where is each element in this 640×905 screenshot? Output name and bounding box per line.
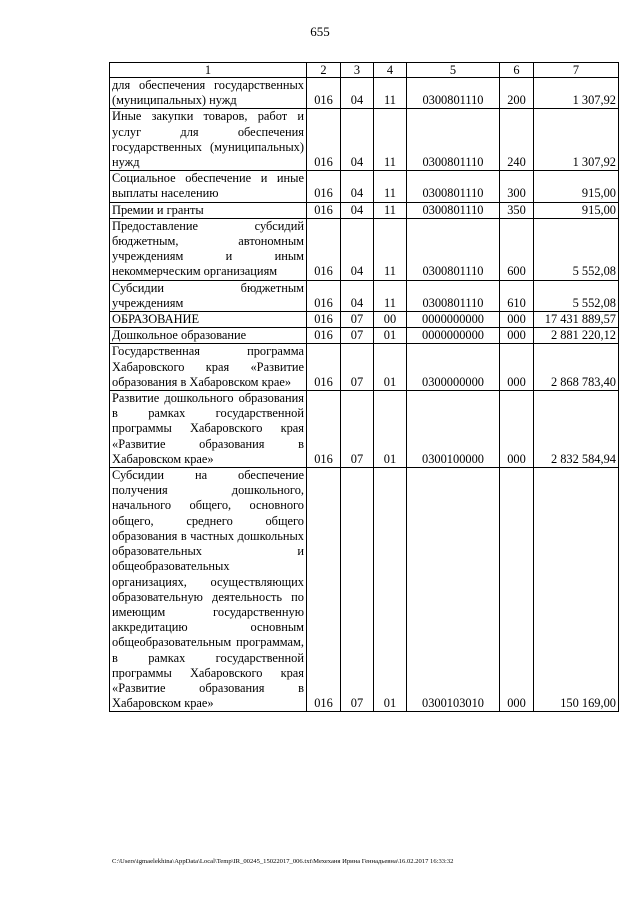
row-csr: 0300801110 — [407, 218, 500, 280]
row-csr: 0300100000 — [407, 391, 500, 468]
row-gr: 016 — [307, 78, 341, 109]
row-name: Субсидии бюджетным учреждениям — [110, 280, 307, 311]
row-name: Субсидии на обеспечение получения дошкольного, начального общего, основного общего, среднего общего образования в частных дошкольных образовательных и общеобразовательных организациях, осуществляющих образовательную деятельность по имеющим государственную аккредитацию основным общеобразовательным программам, в рамках государственной программы Хабаровского края «Развитие образования в Хабаровском крае» — [110, 468, 307, 712]
row-name: Развитие дошкольного образования в рамках государственной программы Хабаровского края «Развитие образования в Хабаровском крае» — [110, 391, 307, 468]
row-name: для обеспечения государственных (муниципальных) нужд — [110, 78, 307, 109]
row-sum: 2 832 584,94 — [534, 391, 619, 468]
row-gr: 016 — [307, 109, 341, 171]
table-row — [110, 78, 619, 109]
row-gr: 016 — [307, 280, 341, 311]
row-pr: 11 — [374, 171, 407, 202]
table-row — [110, 171, 619, 202]
row-gr: 016 — [307, 328, 341, 344]
row-vr: 000 — [500, 328, 534, 344]
row-name: Премии и гранты — [110, 202, 307, 218]
row-name: Дошкольное образование — [110, 328, 307, 344]
table-row — [110, 202, 619, 218]
row-name: Социальное обеспечение и иные выплаты населению — [110, 171, 307, 202]
row-sum: 5 552,08 — [534, 218, 619, 280]
row-csr: 0300801110 — [407, 171, 500, 202]
header-col-5: 5 — [407, 63, 500, 78]
row-vr: 300 — [500, 171, 534, 202]
table-row — [110, 312, 619, 328]
row-rz: 04 — [341, 109, 374, 171]
row-rz: 07 — [341, 328, 374, 344]
row-pr: 01 — [374, 391, 407, 468]
row-vr: 000 — [500, 344, 534, 391]
file-path-footer: C:\Users\igmaelekhina\AppData\Local\Temp\IR_00245_15022017_006.txt\Мехеханя Ирина Геннадьевна\16.02.2017 16:33:32 — [112, 858, 454, 865]
row-rz: 04 — [341, 202, 374, 218]
row-csr: 0300103010 — [407, 468, 500, 712]
row-name: ОБРАЗОВАНИЕ — [110, 312, 307, 328]
row-sum: 2 868 783,40 — [534, 344, 619, 391]
table-row — [110, 468, 619, 712]
row-vr: 000 — [500, 312, 534, 328]
header-col-7: 7 — [534, 63, 619, 78]
row-gr: 016 — [307, 344, 341, 391]
row-name: Иные закупки товаров, работ и услуг для обеспечения государственных (муниципальных) нужд — [110, 109, 307, 171]
row-sum: 1 307,92 — [534, 109, 619, 171]
row-name: Государственная программа Хабаровского края «Развитие образования в Хабаровском крае» — [110, 344, 307, 391]
row-rz: 04 — [341, 78, 374, 109]
page-number: 655 — [310, 24, 330, 39]
header-row — [110, 63, 619, 78]
row-csr: 0300000000 — [407, 344, 500, 391]
row-csr: 0300801110 — [407, 109, 500, 171]
row-vr: 610 — [500, 280, 534, 311]
row-sum: 915,00 — [534, 171, 619, 202]
row-pr: 11 — [374, 202, 407, 218]
table-row — [110, 109, 619, 171]
table-row — [110, 280, 619, 311]
budget-table — [109, 62, 619, 712]
header-col-2: 2 — [307, 63, 341, 78]
row-rz: 04 — [341, 218, 374, 280]
row-csr: 0000000000 — [407, 328, 500, 344]
row-sum: 1 307,92 — [534, 78, 619, 109]
row-sum: 150 169,00 — [534, 468, 619, 712]
row-pr: 00 — [374, 312, 407, 328]
row-vr: 240 — [500, 109, 534, 171]
row-pr: 01 — [374, 344, 407, 391]
row-pr: 01 — [374, 328, 407, 344]
header-col-3: 3 — [341, 63, 374, 78]
row-sum: 17 431 889,57 — [534, 312, 619, 328]
row-vr: 000 — [500, 468, 534, 712]
row-gr: 016 — [307, 218, 341, 280]
row-csr: 0300801110 — [407, 202, 500, 218]
row-rz: 07 — [341, 391, 374, 468]
row-csr: 0300801110 — [407, 280, 500, 311]
header-col-1: 1 — [110, 63, 307, 78]
row-sum: 5 552,08 — [534, 280, 619, 311]
header-col-4: 4 — [374, 63, 407, 78]
row-sum: 915,00 — [534, 202, 619, 218]
row-pr: 11 — [374, 280, 407, 311]
row-vr: 600 — [500, 218, 534, 280]
row-gr: 016 — [307, 202, 341, 218]
row-rz: 07 — [341, 468, 374, 712]
row-pr: 11 — [374, 78, 407, 109]
header-col-6: 6 — [500, 63, 534, 78]
row-gr: 016 — [307, 171, 341, 202]
row-csr: 0300801110 — [407, 78, 500, 109]
row-rz: 07 — [341, 312, 374, 328]
row-gr: 016 — [307, 468, 341, 712]
row-csr: 0000000000 — [407, 312, 500, 328]
row-rz: 07 — [341, 344, 374, 391]
row-sum: 2 881 220,12 — [534, 328, 619, 344]
row-vr: 000 — [500, 391, 534, 468]
row-gr: 016 — [307, 312, 341, 328]
row-pr: 11 — [374, 218, 407, 280]
row-gr: 016 — [307, 391, 341, 468]
row-rz: 04 — [341, 171, 374, 202]
row-pr: 11 — [374, 109, 407, 171]
table-row — [110, 344, 619, 391]
table-row — [110, 218, 619, 280]
row-pr: 01 — [374, 468, 407, 712]
table-row — [110, 328, 619, 344]
row-rz: 04 — [341, 280, 374, 311]
row-name: Предоставление субсидий бюджетным, автономным учреждениям и иным некоммерческим организациям — [110, 218, 307, 280]
table-row — [110, 391, 619, 468]
row-vr: 350 — [500, 202, 534, 218]
row-vr: 200 — [500, 78, 534, 109]
